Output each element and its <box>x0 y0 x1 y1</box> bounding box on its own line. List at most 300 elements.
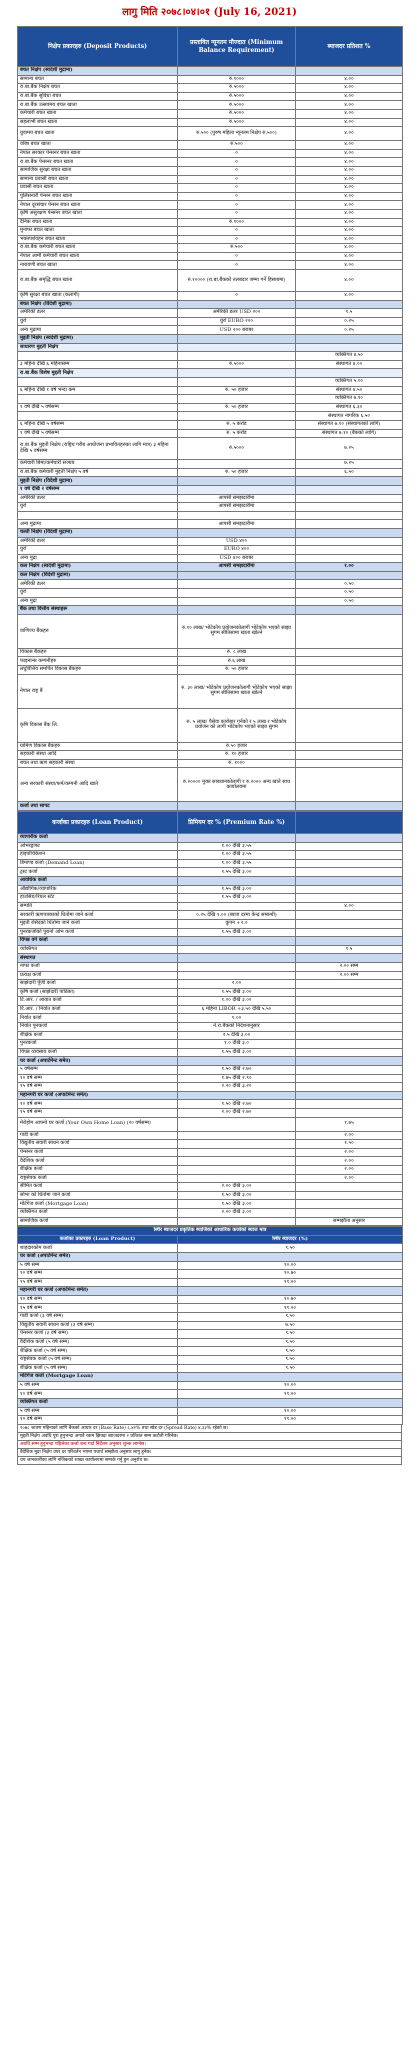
spread-header-rate: स्थिर ब्याजदर (%) <box>178 1235 403 1244</box>
table-cell: ४.०० <box>296 101 403 110</box>
table-cell <box>178 335 296 344</box>
table-cell: ४.०० <box>296 109 403 118</box>
table-cell: मोर्टगेज कर्जा (Mortgage Loan) <box>18 1200 178 1209</box>
table-cell: रु.५००० <box>178 118 296 127</box>
table-cell: औद्योगिक/व्यापारिक <box>18 885 178 894</box>
table-cell: व्यापारीक कर्जा <box>18 834 178 843</box>
table-cell: EURO ४०० <box>178 546 296 555</box>
table-row <box>18 1347 403 1356</box>
table-row <box>18 149 403 158</box>
table-row <box>18 742 403 751</box>
table-row <box>18 1416 403 1425</box>
table-cell <box>296 1023 403 1032</box>
table-row <box>18 244 403 253</box>
table-row <box>18 1023 403 1032</box>
table-cell <box>178 945 296 954</box>
table-cell: मुद्दती निक्षेप (विदेशी मुद्रामा) <box>18 477 178 486</box>
table-row <box>18 1356 403 1365</box>
table-cell: रु. ५० हजार <box>178 403 296 412</box>
table-cell <box>178 1117 296 1131</box>
table-cell: ० <box>178 209 296 218</box>
table-cell: ग्रामिण विकास बैंकहरु <box>18 742 178 751</box>
table-cell: रु.५० हजार <box>178 742 296 751</box>
table-cell <box>18 378 178 387</box>
table-cell <box>178 802 296 811</box>
table-cell: १.०० देखि ३.०० <box>178 997 296 1006</box>
table-row <box>18 674 403 708</box>
table-cell: रा.बा.बैंक मुद्दती निक्षेप (राष्ट्रिय गरीब आयोजना प्रभावितहरुका लागि मात्र) ३ महिना देखि ५ वर्षसम्म <box>18 438 178 460</box>
table-cell: बचत निक्षेप (विदेशी मुद्रामा) <box>18 300 178 309</box>
table-cell: ३ महिना देखि ६ महिनासम्म <box>18 360 178 369</box>
table-cell <box>296 859 403 868</box>
table-cell: टि.आर. / आयात कर्जा <box>18 997 178 1006</box>
table-cell: रु.६ लाख <box>178 657 296 666</box>
table-row <box>18 477 403 486</box>
table-row <box>18 1048 403 1057</box>
table-cell: डिमाण्ड कर्जा (Demand Loan) <box>18 859 178 868</box>
table-cell: रु.५००० <box>178 438 296 460</box>
table-row <box>18 876 403 885</box>
table-cell: रु.२०००० मुक्त साबधानकोलागी र रु.२००० अन्य खाते साथ कार्यालयमा <box>178 768 296 802</box>
table-cell: ९.५० <box>178 1356 403 1365</box>
table-cell: ०.२५ देखि १.०० (ब्याज दरमा केन्द्र सम्बन्धी) <box>178 911 296 920</box>
table-cell: कृषि सुरक्षा बचत खाता (कलागी) <box>18 292 178 301</box>
table-cell: ९.५० <box>178 1364 403 1373</box>
table-cell: १०.७० <box>178 1295 403 1304</box>
table-cell: ९.५० <box>178 1330 403 1339</box>
table-cell: ११.०० <box>178 1278 403 1287</box>
table-cell: मोर्टगेज कर्जा (Mortgage Loan) <box>18 1373 178 1382</box>
table-cell: रु. १००० <box>178 759 296 768</box>
table-cell: व्यक्तिगत कर्जा <box>18 1399 178 1408</box>
table-cell: रु.५०० (पुरुष महिला न्यूनतम निक्षेप रु.५००) <box>178 127 296 141</box>
table-cell <box>178 477 296 486</box>
table-cell: महानगरी घर कर्जा (अपार्टमेन्ट समेत) <box>18 1091 178 1100</box>
table-cell: १.५० <box>296 1140 403 1149</box>
table-cell: युरो <box>18 589 178 598</box>
table-row <box>18 1131 403 1140</box>
table-cell: ९.५० <box>178 1313 403 1322</box>
table-cell: आपसी समझदारीमा <box>178 494 296 503</box>
table-cell: मुद्दती रसिदको धितोमा जाने कर्जा <box>18 919 178 928</box>
table-cell <box>296 554 403 563</box>
table-cell: नारायणी बचत खाता <box>18 261 178 270</box>
table-cell <box>296 1091 403 1100</box>
table-cell: ९.५० <box>178 1338 403 1347</box>
table-cell <box>296 1005 403 1014</box>
table-cell: विपन्न वर्ग कर्जा <box>18 937 178 946</box>
table-cell: कुपन +२.० <box>178 919 296 928</box>
table-row <box>18 227 403 236</box>
table-row <box>18 614 403 648</box>
table-cell <box>296 954 403 963</box>
table-row <box>18 335 403 344</box>
table-cell: व्यक्तिगत कर्जा <box>18 1208 178 1217</box>
table-cell: रु. ५० हजार <box>178 468 296 477</box>
table-cell <box>296 1083 403 1092</box>
table-cell <box>296 503 403 512</box>
table-row <box>18 1244 403 1253</box>
table-cell: सम्पति <box>18 902 178 911</box>
table-cell: १.०० देखि ३.५५ <box>178 851 296 860</box>
table-cell: USD ४०० बराबर <box>178 554 296 563</box>
table-cell <box>178 528 296 537</box>
table-row <box>18 954 403 963</box>
table-cell: अमेरिकी डलर <box>18 309 178 318</box>
table-cell <box>296 520 403 529</box>
table-cell: पेन्सनर कर्जा (३ वर्ष सम्म) <box>18 1330 178 1339</box>
table-cell: ० <box>178 149 296 158</box>
table-cell <box>18 395 178 404</box>
table-row <box>18 300 403 309</box>
table-cell <box>18 352 178 361</box>
footnote: अवधि सम्म हुनुभन्दा पहिलेका कर्जा बन्द गर्दा निर्देशन अनुसार शुल्क लाग्नेछ। <box>17 1441 402 1449</box>
table-row <box>18 485 403 494</box>
table-cell: ९.५० <box>178 1347 403 1356</box>
table-cell: भक्तपर्शवहन बचत खाता <box>18 235 178 244</box>
table-cell <box>178 1399 403 1408</box>
table-row <box>18 962 403 971</box>
table-row <box>18 759 403 768</box>
table-row <box>18 1100 403 1109</box>
table-row <box>18 1200 403 1209</box>
table-cell: युरो <box>18 546 178 555</box>
table-cell <box>296 802 403 811</box>
table-cell: रु. ५० हजार <box>178 386 296 395</box>
table-cell: टि.आर. / निर्यात कर्जा <box>18 1005 178 1014</box>
table-row <box>18 937 403 946</box>
table-cell: २.०० <box>296 1174 403 1183</box>
table-cell <box>296 876 403 885</box>
table-cell: २.०० सम्म <box>296 962 403 971</box>
spread-table <box>17 1226 403 1425</box>
table-cell: नेपाल दूरसंचार पेन्सन बचत खाता <box>18 201 178 210</box>
table-row <box>18 429 403 438</box>
table-cell: १० वर्ष सम्म <box>18 1295 178 1304</box>
table-cell <box>296 614 403 648</box>
table-cell: १० वर्ष सम्म <box>18 1270 178 1279</box>
table-row <box>18 851 403 860</box>
table-cell: आवधिक कर्जा <box>18 876 178 885</box>
table-cell <box>178 1373 403 1382</box>
table-cell <box>178 1157 296 1166</box>
footnote: वैदेशिक मुद्रा निक्षेप उपर दर परिवर्तन भएमा यथार्थ सम्झौता अनुसार लागु हुनेछ। <box>17 1449 402 1457</box>
table-cell <box>296 1014 403 1023</box>
table-cell <box>296 851 403 860</box>
table-cell: ० <box>178 175 296 184</box>
deposit-header-min-balance: प्रस्तावित न्यूनतम मौज्दात (Minimum Balance Requirement) <box>178 27 296 67</box>
table-cell: USD ४०० <box>178 537 296 546</box>
table-cell: रा.बा.बैंक कर्मचारी मुद्दती निक्षेप ५ वर्ष <box>18 468 178 477</box>
spread-table-title: स्थिर ब्याजदर प्रकृतिक ब्याजिको आधारिक कर्जाको ब्याज मात्र <box>18 1227 403 1236</box>
table-cell <box>178 597 296 606</box>
table-cell: रु.५००० <box>178 109 296 118</box>
table-cell: संस्थागत ४.०० <box>296 360 403 369</box>
table-cell: ट्रस्ट कर्जा <box>18 868 178 877</box>
table-cell <box>178 343 296 352</box>
table-row <box>18 1278 403 1287</box>
table-cell: रु. ८ लाख <box>178 648 296 657</box>
table-cell: ४.०० <box>296 141 403 150</box>
table-row <box>18 175 403 184</box>
loan-header-premium: प्रिमियम दर % (Premium Rate %) <box>178 812 296 834</box>
table-row <box>18 209 403 218</box>
table-cell: ०.५० <box>296 589 403 598</box>
loan-rows <box>18 834 403 1226</box>
loan-header-products: कर्जाका प्रकारहरु (Loan Product) <box>18 812 178 834</box>
table-cell <box>296 1200 403 1209</box>
table-cell <box>296 1048 403 1057</box>
table-row <box>18 1083 403 1092</box>
table-cell: रा.बा.बैंक सुविधा बचत <box>18 92 178 101</box>
table-cell: १५ वर्ष सम्म <box>18 1304 178 1313</box>
table-cell: रा.बा.बैंक समृद्धि बचत खाता <box>18 270 178 292</box>
table-cell: सीमित कर्जा <box>18 1183 178 1192</box>
table-cell: ० <box>178 166 296 175</box>
table-cell: बचत तथा ऋण सहकारी संस्था <box>18 759 178 768</box>
table-cell: मुद्दती निक्षेप (स्वदेशी मुद्रामा) <box>18 335 178 344</box>
table-row <box>18 528 403 537</box>
table-row <box>18 1109 403 1118</box>
table-row <box>18 537 403 546</box>
table-cell: १.०० देखि ३.५५ <box>178 842 296 851</box>
table-cell: मेरोहोम आफ्नो घर कर्जा (Your Own Home Loan) (२० वर्षसम्म) <box>18 1117 178 1131</box>
table-cell: सामाजिक कर्जा <box>18 1217 178 1226</box>
table-cell: रा.बा.बैंक निक्षेप बचत <box>18 84 178 93</box>
table-row <box>18 988 403 997</box>
table-cell <box>296 1109 403 1118</box>
table-row <box>18 261 403 270</box>
table-row <box>18 309 403 318</box>
table-cell: रा.बा.बैंक पेन्सनर बचत खाता <box>18 158 178 167</box>
table-cell: १५ वर्ष सम्म <box>18 1083 178 1092</box>
table-cell: साझेदारी पूँजी कर्जा <box>18 980 178 989</box>
table-cell: आपसी समझदारीमा <box>178 503 296 512</box>
table-cell: आपसी समझदारीमा <box>178 563 296 572</box>
table-cell: १.७५ देखि २.९० <box>178 1074 296 1083</box>
table-cell: संस्थागत <box>18 954 178 963</box>
table-row <box>18 1191 403 1200</box>
table-cell: २.५ देखि ३.०० <box>178 1031 296 1040</box>
table-cell <box>296 834 403 843</box>
table-cell: ० <box>178 227 296 236</box>
spread-rows <box>18 1244 403 1424</box>
deposit-header-products: निक्षेप प्रकारहरु (Deposit Products) <box>18 27 178 67</box>
table-row <box>18 412 403 421</box>
table-cell: साधारण मुद्दती निक्षेप <box>18 343 178 352</box>
table-cell: १.५५ देखि ३.०० <box>178 988 296 997</box>
table-cell: ५ वर्ष सम्म <box>18 1261 178 1270</box>
table-cell <box>178 1217 296 1226</box>
table-cell: १०.०० <box>178 1261 403 1270</box>
table-row <box>18 1031 403 1040</box>
table-row <box>18 1208 403 1217</box>
table-row <box>18 1174 403 1183</box>
table-cell <box>178 834 296 843</box>
table-cell: रु.५००० <box>178 101 296 110</box>
table-cell: पेन्सनर कर्जा <box>18 1148 178 1157</box>
table-row <box>18 1157 403 1166</box>
table-cell: २.०० <box>178 980 296 989</box>
table-cell <box>178 352 296 361</box>
table-cell <box>296 528 403 537</box>
table-cell: २.०० <box>296 1131 403 1140</box>
table-row <box>18 580 403 589</box>
table-cell: ७.५० <box>178 1321 403 1330</box>
table-cell <box>296 919 403 928</box>
table-cell: ४.०० <box>296 127 403 141</box>
table-cell: कर्मचारी बिमा/कर्मचारी सञ्चय <box>18 460 178 469</box>
table-cell: रु.५०० <box>178 141 296 150</box>
table-row <box>18 708 403 742</box>
table-cell: १० वर्ष सम्म <box>18 1416 178 1425</box>
table-cell <box>296 988 403 997</box>
table-cell: १.५५ देखि ३.०० <box>178 885 296 894</box>
table-cell: ४.०० <box>296 209 403 218</box>
table-cell <box>296 300 403 309</box>
table-row <box>18 378 403 387</box>
table-row <box>18 1321 403 1330</box>
table-cell <box>18 511 178 520</box>
table-row <box>18 571 403 580</box>
table-cell: ४.०० <box>296 184 403 193</box>
table-row <box>18 109 403 118</box>
table-cell: ४.०० <box>296 92 403 101</box>
table-row <box>18 252 403 261</box>
footnote: थप जानकारीका लागि नजिकको शाखा कार्यालयमा सम्पर्क गर्नु हुन अनुरोध छ। <box>17 1457 402 1465</box>
table-cell: रु. ३० लाख/ भोटेकोप प्रयोजनकोलागी भोटेकोप भएको साझा सुगम सीतिसामा खाता खोल्ने <box>178 674 296 708</box>
table-cell: नेपाल सरकार पेन्सनर बचत खाता <box>18 149 178 158</box>
table-cell: गाडी कर्जा (३ वर्ष सम्म) <box>18 1313 178 1322</box>
table-row <box>18 1330 403 1339</box>
table-cell: ६ महिना देखि ५ वर्षसम्म <box>18 420 178 429</box>
table-row <box>18 270 403 292</box>
table-cell <box>178 1131 296 1140</box>
table-cell: रु. १० हजार <box>178 751 296 760</box>
table-cell <box>178 511 296 520</box>
table-cell: हाइपोथिकेशन <box>18 851 178 860</box>
table-cell <box>178 1287 403 1296</box>
table-row <box>18 1270 403 1279</box>
table-cell: १ वर्ष देखि ५ वर्षसम्म <box>18 403 178 412</box>
table-row <box>18 127 403 141</box>
table-row <box>18 494 403 503</box>
table-cell: १.७५ <box>296 1117 403 1131</box>
table-cell <box>296 537 403 546</box>
table-cell: १० वर्ष सम्म <box>18 1074 178 1083</box>
table-cell <box>296 648 403 657</box>
table-cell <box>296 742 403 751</box>
table-cell <box>178 954 296 963</box>
table-cell: ५ वर्ष सम्म <box>18 1381 178 1390</box>
footnotes <box>0 1425 419 1465</box>
table-cell <box>296 674 403 708</box>
table-row <box>18 554 403 563</box>
table-row <box>18 768 403 802</box>
table-row <box>18 460 403 469</box>
table-row <box>18 1287 403 1296</box>
deposit-table <box>17 26 403 811</box>
table-cell <box>296 1208 403 1217</box>
table-cell: सम्मझौता अनुसार <box>296 1217 403 1226</box>
table-cell: पुनरकर्जाको पुरानो ओभ कर्जा <box>18 928 178 937</box>
table-cell <box>178 589 296 598</box>
table-cell <box>178 971 296 980</box>
table-cell: चल्ती निक्षेप (विदेशी मुद्रामा) <box>18 528 178 537</box>
table-cell: ०.२५ <box>296 317 403 326</box>
table-cell: कर्जा तथा सापट <box>18 802 178 811</box>
table-cell <box>296 1040 403 1049</box>
table-cell: कल निक्षेप (विदेशी मुद्रामा) <box>18 571 178 580</box>
table-cell: १५ वर्ष सम्म <box>18 1109 178 1118</box>
table-cell: २.०० देखि ३.०० <box>178 1183 296 1192</box>
table-cell: युरो EURO २०० <box>178 317 296 326</box>
table-cell <box>296 1074 403 1083</box>
table-cell: रु.५००० <box>178 92 296 101</box>
table-cell: अन्य मुद्रा <box>18 597 178 606</box>
table-cell: ४.०० <box>296 902 403 911</box>
table-row <box>18 184 403 193</box>
table-cell: रु.५००० <box>178 360 296 369</box>
table-cell: अमेरिकी डलर <box>18 494 178 503</box>
table-cell <box>296 759 403 768</box>
loan-table <box>17 811 403 1226</box>
table-cell: ४.०० <box>296 270 403 292</box>
table-cell: युवामय बचत खाता <box>18 127 178 141</box>
table-cell: रा.बा.बैंक उत्सवमय बचत खाता <box>18 101 178 110</box>
table-cell: ४.०० <box>296 252 403 261</box>
table-cell: व्यक्तिगत ४.५० <box>296 352 403 361</box>
table-cell: ४.०० <box>296 84 403 93</box>
table-cell <box>296 928 403 937</box>
table-cell <box>178 1057 296 1066</box>
table-cell: ० <box>178 192 296 201</box>
table-cell: अमेरिकी डलर <box>18 580 178 589</box>
table-cell: ४.०० <box>296 118 403 127</box>
table-cell: संस्थागत ६.३० <box>296 403 403 412</box>
table-row <box>18 67 403 76</box>
table-cell: नेपाल राष्ट्र बैं <box>18 674 178 708</box>
table-cell <box>296 369 403 378</box>
table-cell: २.०० <box>296 1157 403 1166</box>
table-row <box>18 868 403 877</box>
table-cell: सहकारी संस्था आदि <box>18 751 178 760</box>
table-cell: १५ वर्ष सम्म <box>18 1278 178 1287</box>
table-cell <box>178 1148 296 1157</box>
table-row <box>18 1399 403 1408</box>
table-cell: ४.०० <box>296 75 403 84</box>
table-cell <box>296 1183 403 1192</box>
table-cell <box>178 300 296 309</box>
table-row <box>18 1373 403 1382</box>
table-cell: १.५ <box>296 945 403 954</box>
table-cell: रु. ५० हजार <box>178 666 296 675</box>
table-cell: ०.५० <box>296 597 403 606</box>
table-cell: कृषि कर्जा (साझेदारी पाठिका) <box>18 988 178 997</box>
table-cell: १.५० देखि ३.०० <box>178 1191 296 1200</box>
table-row <box>18 92 403 101</box>
table-cell <box>296 1100 403 1109</box>
table-row <box>18 360 403 369</box>
table-row <box>18 403 403 412</box>
table-cell: १.५० देखि २.७० <box>178 1100 296 1109</box>
table-cell: ० <box>178 252 296 261</box>
table-cell <box>178 1252 403 1261</box>
table-cell: निर्यात कर्जा <box>18 1014 178 1023</box>
table-cell: आपसी समझदारीमा <box>178 520 296 529</box>
table-cell <box>178 1174 296 1183</box>
table-row <box>18 563 403 572</box>
